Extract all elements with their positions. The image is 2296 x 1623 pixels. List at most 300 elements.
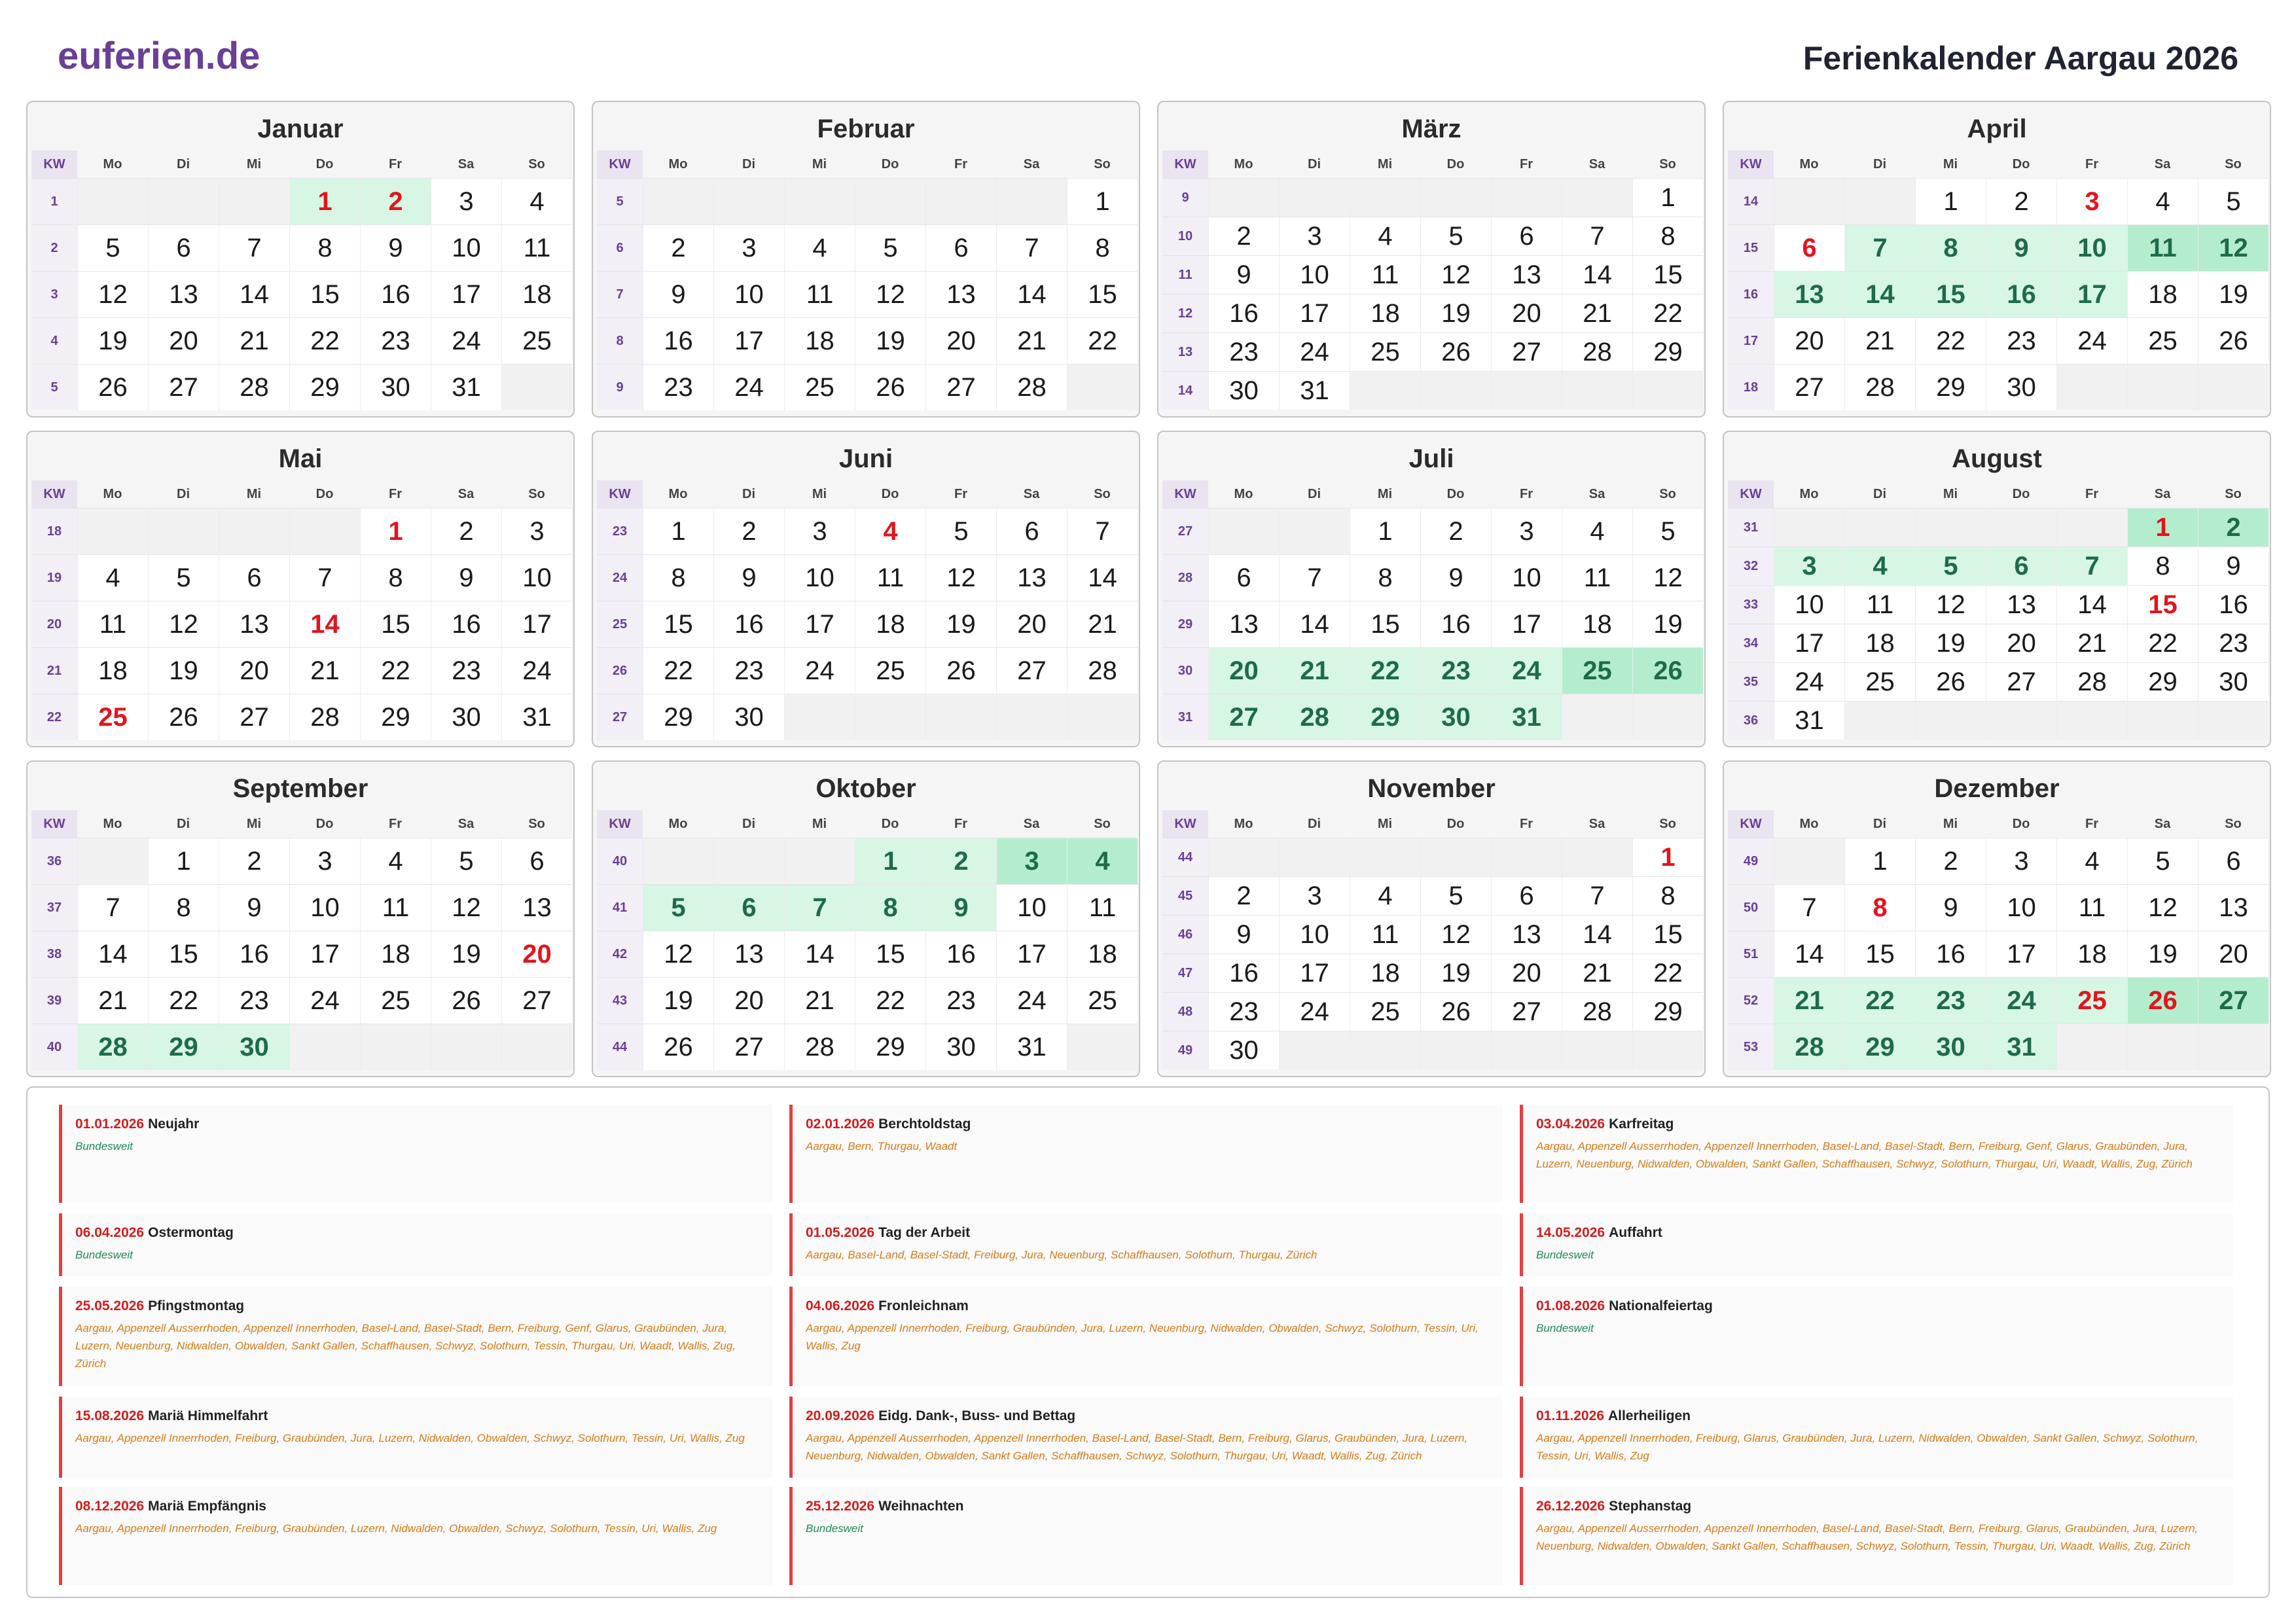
week-number: 40 [597,838,643,884]
day-cell: 29 [289,364,360,410]
day-cell: 13 [2198,884,2269,931]
day-cell: 27 [148,364,219,410]
empty-day-cell [1350,178,1420,217]
day-cell: 14 [996,271,1067,317]
day-cell: 31 [501,694,572,740]
weekday-header: Mo [668,817,688,831]
week-number: 52 [1728,977,1774,1024]
day-cell: 8 [1067,224,1138,271]
day-cell: 25 [784,364,855,410]
day-cell: 27 [501,977,572,1024]
kw-header: KW [1728,151,1774,178]
day-cell: 16 [360,271,431,317]
day-cell: 30 [431,694,501,740]
day-cell: 18 [1350,954,1420,992]
holiday-item [789,1287,1503,1386]
day-cell: 28 [1279,694,1350,740]
empty-day-cell [1562,1031,1632,1069]
weekday-header: Sa [2154,487,2171,501]
weekday-header: Di [177,817,190,831]
week-number: 22 [31,694,77,740]
weekday-header: Mo [103,817,122,831]
day-cell: 26 [1420,992,1491,1031]
holiday-date: 14.05.2026 [1536,1225,1605,1240]
day-cell: 11 [77,601,148,647]
holiday-title [806,1224,1491,1242]
day-cell: 22 [289,317,360,364]
weekday-header: Di [742,487,755,501]
weekday-header: Do [315,817,334,831]
day-cell: 22 [1067,317,1138,364]
kw-header: KW [31,151,77,178]
day-cell: 16 [643,317,713,364]
day-cell: 20 [219,647,289,694]
month-name: Januar [257,115,344,143]
week-number: 24 [597,554,643,601]
day-cell: 22 [360,647,431,694]
day-cell: 24 [713,364,784,410]
weekday-header: So [2225,817,2242,831]
week-number: 2 [31,224,77,271]
day-cell: 21 [1844,317,1915,364]
day-cell: 9 [431,554,501,601]
empty-day-cell [1208,508,1279,554]
site-logo[interactable]: euferien.de [58,35,260,77]
day-cell: 16 [1986,271,2056,317]
empty-day-cell [1420,838,1491,876]
day-cell: 12 [1915,585,1986,624]
day-cell: 23 [1986,317,2056,364]
day-cell: 14 [1562,255,1632,294]
holiday-name: Allerheiligen [1607,1408,1691,1423]
day-cell: 12 [1420,915,1491,954]
day-cell: 29 [1844,1024,1915,1070]
empty-day-cell [1491,1031,1562,1069]
day-cell: 5 [1632,508,1703,554]
day-cell: 15 [643,601,713,647]
month-name: März [1401,115,1462,143]
holiday-regions: Aargau, Appenzell Ausserrhoden, Appenzell Innerrhoden, Basel-Land, Basel-Stadt, Bern, Freiburg, Glarus, Graubünden, Jura, Luzern, Neuenburg, Nidwalden, Obwalden, Sankt Gallen, Schaffhausen, Schwyz, Solothurn, Thurgau, Uri, Waadt, Wallis, Zug, Zürich [806,1432,1468,1462]
kw-header: KW [1728,810,1774,838]
day-cell: 7 [1562,217,1632,255]
empty-day-cell [855,694,925,740]
empty-day-cell [1420,178,1491,217]
day-cell: 3 [1491,508,1562,554]
day-cell: 5 [2127,838,2198,884]
day-cell: 13 [1491,915,1562,954]
empty-day-cell [1067,364,1138,410]
day-cell: 6 [925,224,996,271]
holiday-name: Mariä Himmelfahrt [148,1408,268,1423]
week-number: 14 [1162,371,1208,410]
day-cell: 15 [1350,601,1420,647]
day-cell: 27 [2198,977,2269,1024]
empty-day-cell [1350,838,1420,876]
day-cell: 6 [996,508,1067,554]
day-cell: 27 [925,364,996,410]
empty-day-cell [501,1024,572,1070]
day-cell: 22 [1915,317,1986,364]
day-cell: 14 [219,271,289,317]
holiday-name: Mariä Empfängnis [148,1499,266,1514]
day-cell: 24 [1279,992,1350,1031]
weekday-header: Fr [389,487,402,501]
day-cell: 31 [996,1024,1067,1070]
empty-day-cell [2056,701,2127,740]
day-cell: 23 [2198,624,2269,662]
day-cell: 4 [1067,838,1138,884]
day-cell: 24 [784,647,855,694]
month-card [592,101,1140,418]
empty-day-cell [219,178,289,224]
weekday-header: Mi [246,487,262,501]
day-cell: 10 [2056,224,2127,271]
day-cell: 9 [643,271,713,317]
day-cell: 28 [219,364,289,410]
day-cell: 26 [77,364,148,410]
holiday-item [1520,1487,2233,1585]
holiday-name: Weihnachten [878,1499,964,1514]
day-cell: 12 [2127,884,2198,931]
day-cell: 2 [360,178,431,224]
day-cell: 23 [713,647,784,694]
weekday-header: Sa [1023,817,1040,831]
weekday-header: Mi [1377,487,1393,501]
day-cell: 13 [219,601,289,647]
day-cell: 23 [360,317,431,364]
week-number: 43 [597,977,643,1024]
empty-day-cell [1067,1024,1138,1070]
weekday-header: So [528,487,545,501]
holiday-title [1536,1497,2221,1516]
week-number: 36 [1728,701,1774,740]
week-number: 50 [1728,884,1774,931]
week-number: 28 [1162,554,1208,601]
weekday-header: Sa [457,157,475,171]
day-cell: 4 [77,554,148,601]
empty-day-cell [1562,694,1632,740]
day-cell: 14 [77,931,148,977]
weekday-header: Mi [1943,817,1958,831]
day-cell: 31 [1774,701,1844,740]
day-cell: 26 [1915,662,1986,701]
day-cell: 20 [1774,317,1844,364]
holiday-item [59,1287,772,1386]
kw-header: KW [597,810,643,838]
day-cell: 14 [1067,554,1138,601]
week-number: 27 [1162,508,1208,554]
empty-day-cell [1279,1031,1350,1069]
day-cell: 10 [784,554,855,601]
holiday-title [75,1224,761,1242]
day-cell: 27 [1491,992,1562,1031]
day-cell: 19 [148,647,219,694]
weekday-header: Do [1446,487,1465,501]
weekday-header: So [2225,487,2242,501]
day-cell: 8 [643,554,713,601]
day-cell: 10 [1986,884,2056,931]
day-cell: 1 [289,178,360,224]
day-cell: 12 [855,271,925,317]
holiday-regions: Aargau, Appenzell Ausserrhoden, Appenzell Innerrhoden, Basel-Land, Basel-Stadt, Bern, Freiburg, Glarus, Graubünden, Jura, Luzern, Neuenburg, Nidwalden, Obwalden, Sankt Gallen, Schaffhausen, Schwyz, Solothurn, Tessin, Thurgau, Uri, Waadt, Wallis, Zug, Zürich [1536,1522,2198,1552]
day-cell: 14 [1774,931,1844,977]
day-cell: 10 [996,884,1067,931]
week-number: 49 [1162,1031,1208,1069]
holiday-date: 26.12.2026 [1536,1499,1605,1514]
holiday-date: 04.06.2026 [806,1298,875,1313]
weekday-header: Do [1446,817,1465,831]
empty-day-cell [1279,838,1350,876]
weekday-header: So [1659,817,1676,831]
day-cell: 7 [77,884,148,931]
weekday-header: Do [2012,817,2030,831]
month-name: Juni [838,444,893,473]
holiday-regions: Aargau, Appenzell Innerrhoden, Freiburg, Graubünden, Jura, Luzern, Neuenburg, Nidwalden, Obwalden, Schwyz, Solothurn, Tessin, Uri, Wallis, Zug [806,1322,1479,1352]
empty-day-cell [501,364,572,410]
empty-day-cell [1067,694,1138,740]
day-cell: 27 [1774,364,1844,410]
day-cell: 21 [1562,294,1632,332]
holiday-title [1536,1297,2221,1315]
weekday-header: Do [315,157,334,171]
week-number: 10 [1162,217,1208,255]
week-number: 3 [31,271,77,317]
day-cell: 12 [1632,554,1703,601]
holiday-list [26,1086,2270,1598]
empty-day-cell [1774,508,1844,546]
day-cell: 27 [1208,694,1279,740]
week-number: 38 [31,931,77,977]
day-cell: 8 [1632,876,1703,915]
day-cell: 11 [501,224,572,271]
day-cell: 28 [996,364,1067,410]
day-cell: 20 [1208,647,1279,694]
month-name: Februar [817,115,915,143]
empty-day-cell [1279,508,1350,554]
day-cell: 29 [2127,662,2198,701]
day-cell: 4 [2127,178,2198,224]
day-cell: 20 [1491,954,1562,992]
day-cell: 26 [855,364,925,410]
day-cell: 13 [148,271,219,317]
weekday-header: Mo [1799,817,1819,831]
day-cell: 20 [925,317,996,364]
day-cell: 12 [2198,224,2269,271]
day-cell: 21 [1279,647,1350,694]
day-cell: 18 [2056,931,2127,977]
day-cell: 27 [996,647,1067,694]
day-cell: 7 [1774,884,1844,931]
week-number: 44 [597,1024,643,1070]
empty-day-cell [1844,178,1915,224]
empty-day-cell [77,508,148,554]
week-number: 9 [1162,178,1208,217]
empty-day-cell [1208,178,1279,217]
day-cell: 20 [1986,624,2056,662]
weekday-header: Mo [1234,157,1253,171]
weekday-header: So [2225,157,2242,171]
weekday-header: Fr [1520,817,1533,831]
day-cell: 3 [1774,546,1844,585]
day-cell: 3 [1986,838,2056,884]
day-cell: 15 [1915,271,1986,317]
day-cell: 28 [1562,992,1632,1031]
day-cell: 5 [1915,546,1986,585]
weekday-header: Fr [2085,157,2098,171]
holiday-title [75,1497,761,1516]
day-cell: 5 [1420,217,1491,255]
weekday-header: Mi [812,157,827,171]
day-cell: 15 [1632,255,1703,294]
day-cell: 3 [713,224,784,271]
day-cell: 12 [148,601,219,647]
holiday-title [806,1115,1491,1133]
day-cell: 13 [1491,255,1562,294]
week-number: 4 [31,317,77,364]
weekday-header: Mo [1234,817,1253,831]
day-cell: 22 [1350,647,1420,694]
month-name: Dezember [1934,774,2060,803]
month-card [26,101,575,418]
empty-day-cell [2127,701,2198,740]
weekday-header: Sa [1588,157,1605,171]
empty-day-cell [77,178,148,224]
week-number: 8 [597,317,643,364]
day-cell: 10 [431,224,501,271]
day-cell: 17 [996,931,1067,977]
day-cell: 17 [501,601,572,647]
day-cell: 16 [1208,294,1279,332]
holiday-title [1536,1407,2221,1425]
week-number: 5 [31,364,77,410]
day-cell: 27 [1491,332,1562,371]
day-cell: 27 [1986,662,2056,701]
empty-day-cell [219,508,289,554]
day-cell: 2 [1915,838,1986,884]
day-cell: 18 [2127,271,2198,317]
day-cell: 24 [289,977,360,1024]
weekday-header: Mi [1943,157,1958,171]
day-cell: 30 [1915,1024,1986,1070]
day-cell: 29 [1350,694,1420,740]
day-cell: 26 [2198,317,2269,364]
empty-day-cell [1491,178,1562,217]
holiday-name: Neujahr [148,1116,200,1132]
day-cell: 21 [1774,977,1844,1024]
month-card [1157,431,1706,747]
day-cell: 5 [431,838,501,884]
month-card [592,431,1140,747]
holiday-regions: Aargau, Bern, Thurgau, Waadt [806,1140,958,1152]
day-cell: 25 [2127,317,2198,364]
day-cell: 25 [1350,992,1420,1031]
holiday-title [806,1407,1491,1425]
weekday-header: Mi [812,487,827,501]
day-cell: 27 [713,1024,784,1070]
holiday-item [789,1397,1503,1478]
day-cell: 23 [1208,332,1279,371]
month-card [592,760,1140,1077]
week-number: 37 [31,884,77,931]
day-cell: 7 [1279,554,1350,601]
empty-day-cell [2056,508,2127,546]
day-cell: 10 [713,271,784,317]
day-cell: 30 [219,1024,289,1070]
day-cell: 12 [1420,255,1491,294]
empty-day-cell [2198,364,2269,410]
holiday-item [1520,1213,2233,1276]
empty-day-cell [1562,371,1632,410]
day-cell: 22 [1632,294,1703,332]
day-cell: 20 [713,977,784,1024]
weekday-header: Mi [246,157,262,171]
day-cell: 5 [855,224,925,271]
holiday-regions: Bundesweit [1536,1322,1594,1334]
day-cell: 17 [1986,931,2056,977]
day-cell: 26 [2127,977,2198,1024]
weekday-header: Mo [1799,157,1819,171]
day-cell: 26 [431,977,501,1024]
day-cell: 13 [925,271,996,317]
holiday-regions: Bundesweit [806,1522,863,1535]
day-cell: 21 [2056,624,2127,662]
day-cell: 8 [1915,224,1986,271]
day-cell: 6 [1491,217,1562,255]
day-cell: 6 [2198,838,2269,884]
weekday-header: Sa [457,487,475,501]
empty-day-cell [643,838,713,884]
day-cell: 24 [431,317,501,364]
day-cell: 8 [148,884,219,931]
empty-day-cell [713,838,784,884]
holiday-date: 20.09.2026 [806,1408,875,1423]
day-cell: 11 [360,884,431,931]
day-cell: 24 [501,647,572,694]
day-cell: 31 [1986,1024,2056,1070]
day-cell: 8 [855,884,925,931]
holiday-title [806,1297,1491,1315]
holiday-name: Ostermontag [148,1225,234,1240]
day-cell: 29 [1632,992,1703,1031]
day-cell: 19 [925,601,996,647]
weekday-header: Do [315,487,334,501]
day-cell: 4 [1562,508,1632,554]
day-cell: 30 [925,1024,996,1070]
week-number: 41 [597,884,643,931]
day-cell: 15 [1844,931,1915,977]
weekday-header: Di [1873,157,1886,171]
day-cell: 17 [1279,954,1350,992]
month-card [1157,101,1706,418]
weekday-header: Fr [954,157,967,171]
day-cell: 26 [643,1024,713,1070]
week-number: 51 [1728,931,1774,977]
weekday-header: Di [177,487,190,501]
weekday-header: Di [1308,157,1321,171]
weekday-header: Di [1308,817,1321,831]
day-cell: 6 [1774,224,1844,271]
day-cell: 25 [855,647,925,694]
day-cell: 5 [148,554,219,601]
day-cell: 28 [289,694,360,740]
week-number: 45 [1162,876,1208,915]
week-number: 6 [597,224,643,271]
day-cell: 4 [855,508,925,554]
day-cell: 24 [1491,647,1562,694]
day-cell: 17 [713,317,784,364]
day-cell: 25 [1562,647,1632,694]
empty-day-cell [1774,178,1844,224]
